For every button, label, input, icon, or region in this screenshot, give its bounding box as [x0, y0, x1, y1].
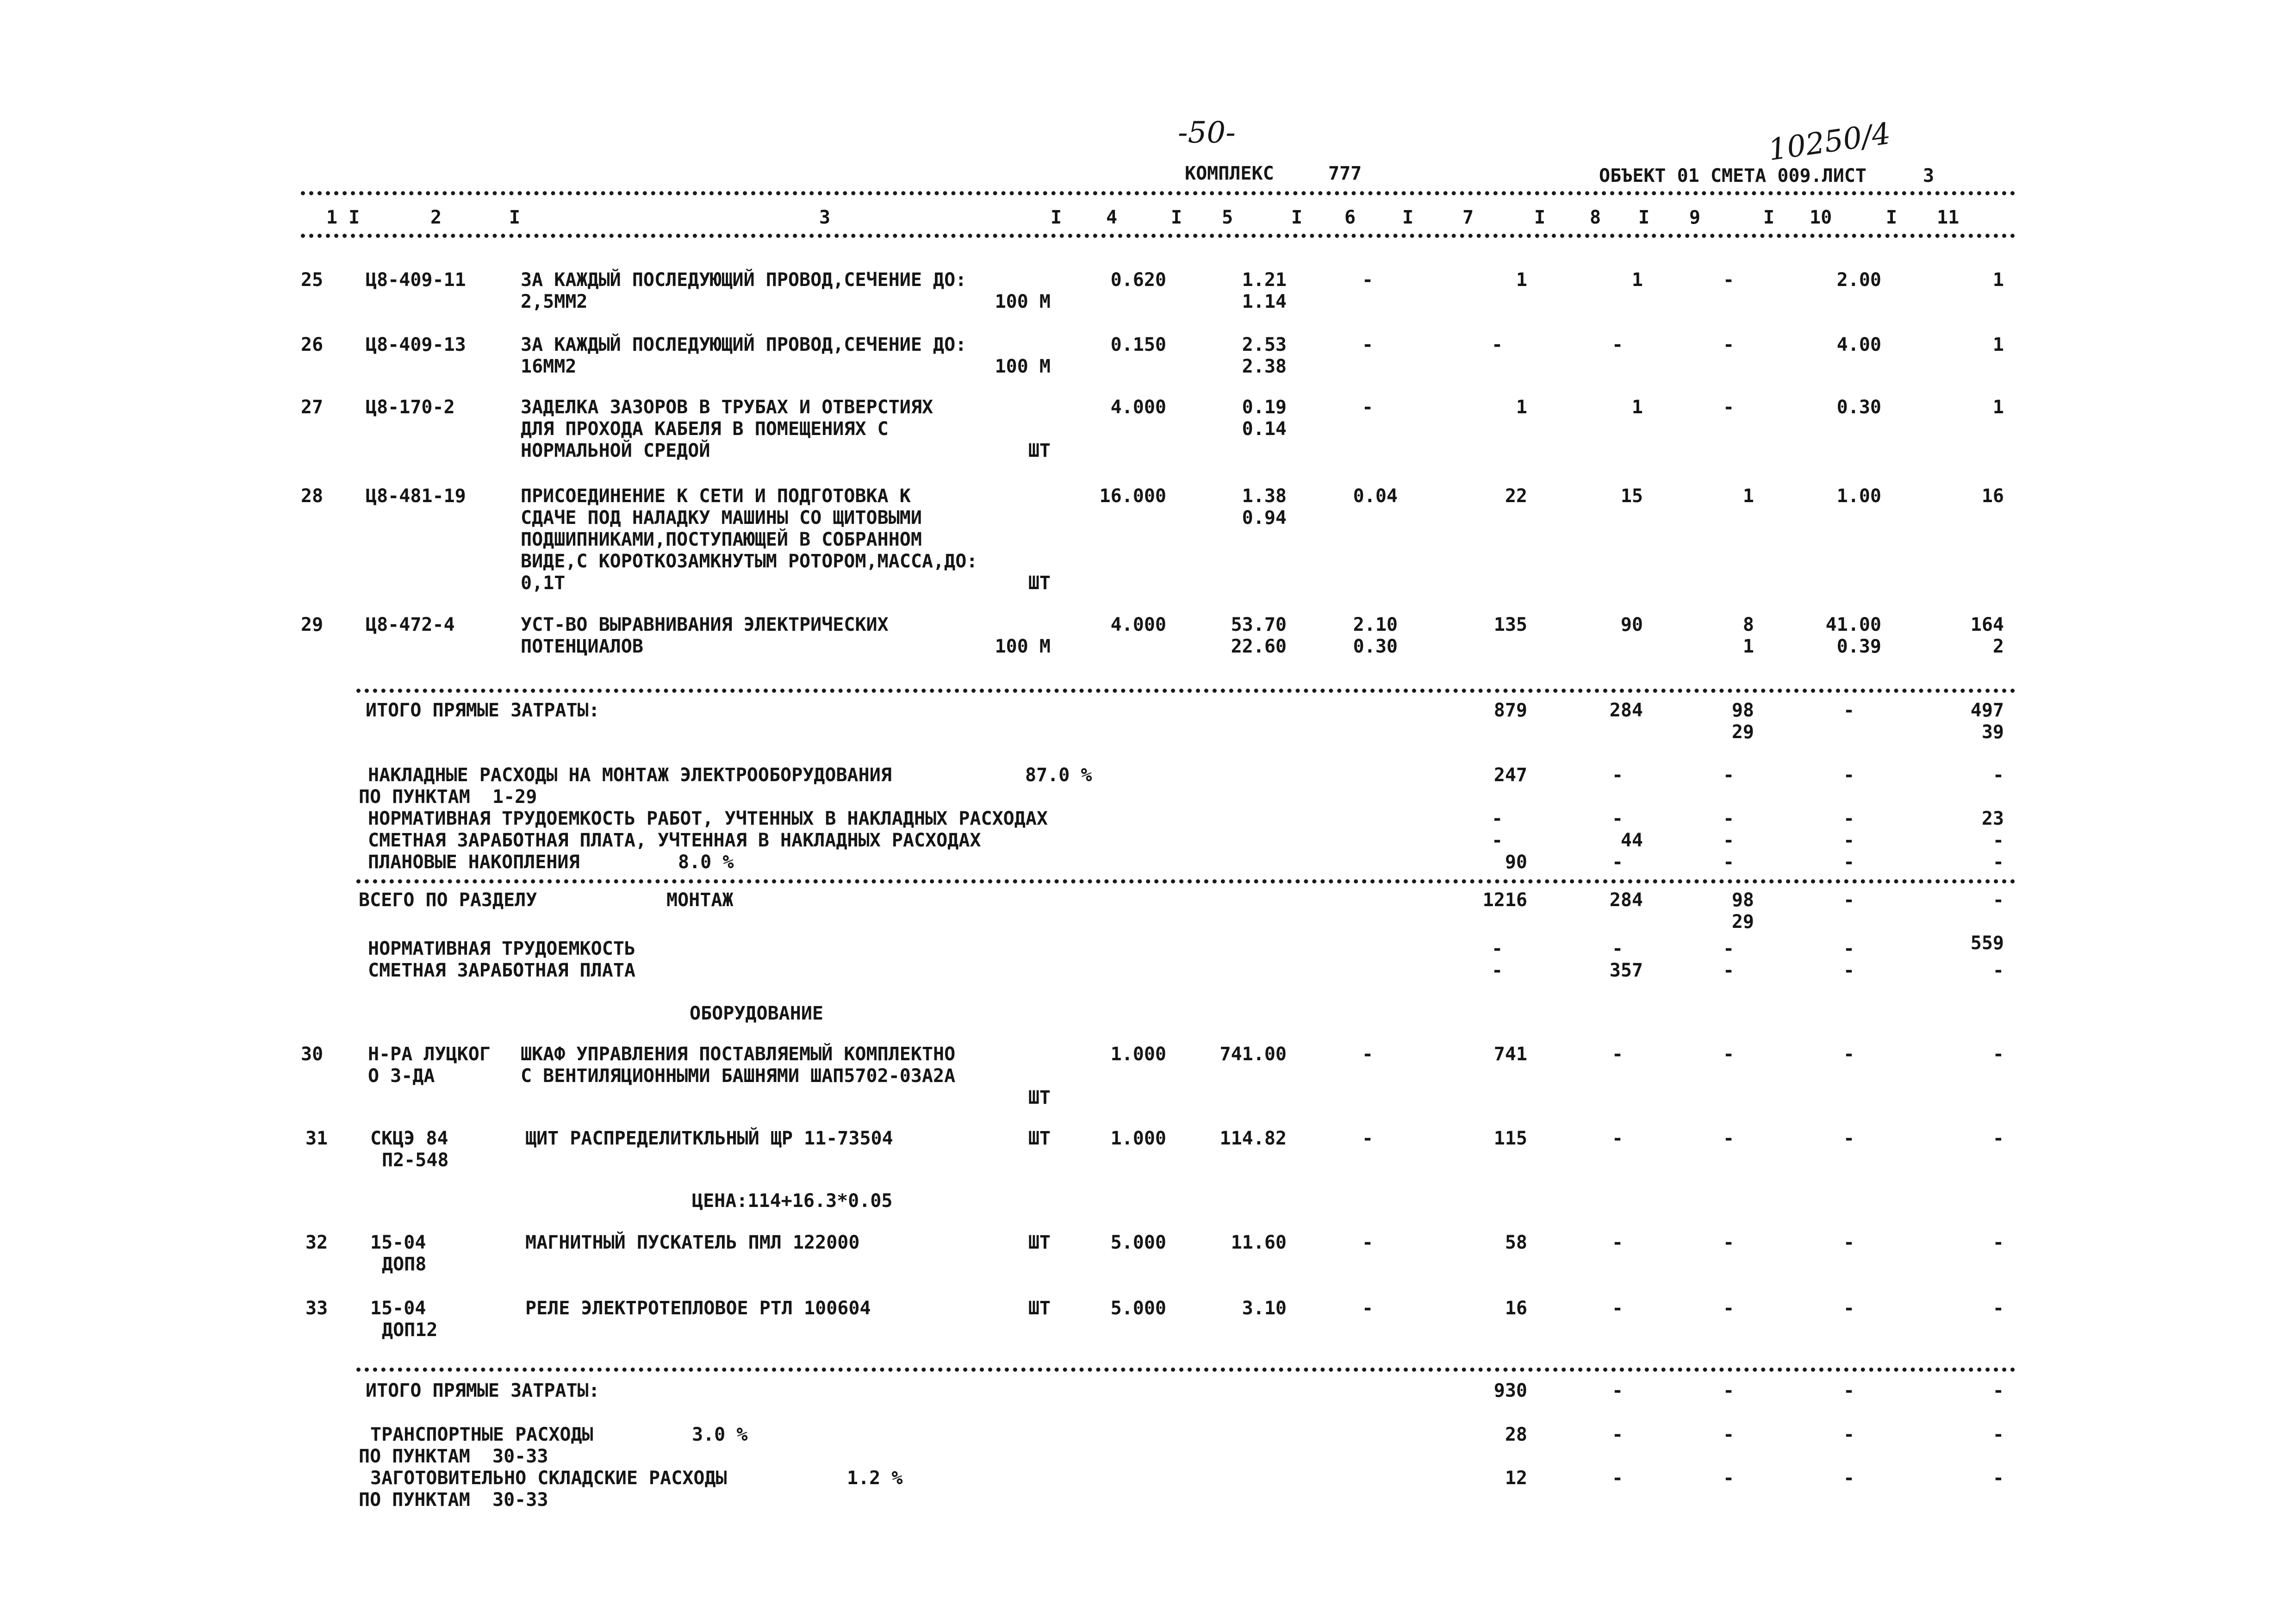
cell-col8: 1: [1631, 397, 1643, 418]
cell-col11: 559: [1970, 933, 2004, 954]
price-note: ЦЕНА:114+16.3*0.05: [692, 1190, 893, 1212]
row-price-wage: 0.94: [1242, 507, 1287, 529]
column-separator: I: [1763, 207, 1775, 228]
cell-col11-wage: 2: [1992, 636, 2004, 657]
cell-col11: -: [1992, 1380, 2004, 1401]
cell-col10: 1.00: [1836, 485, 1881, 507]
row-unit: ШТ: [1028, 1087, 1051, 1108]
cell-col10: -: [1843, 889, 1855, 911]
cell-col7: 12: [1505, 1468, 1527, 1489]
row-quantity: 4.000: [1110, 614, 1166, 635]
cell-col8: 15: [1620, 485, 1643, 507]
transport-label: ТРАНСПОРТНЫЕ РАСХОДЫ: [370, 1424, 593, 1445]
cell-col7: 28: [1505, 1424, 1527, 1445]
cell-col6: 2.10: [1353, 614, 1398, 635]
row-quantity: 4.000: [1110, 397, 1166, 418]
row-description: 16ММ2: [521, 356, 577, 377]
row-price: 1.21: [1242, 269, 1287, 291]
cell-col9-wage: 29: [1731, 911, 1754, 933]
row-unit: ШТ: [1028, 572, 1051, 594]
cell-col11: -: [1992, 1044, 2004, 1065]
column-separator: I: [1051, 207, 1062, 228]
cell-col8: -: [1612, 1044, 1624, 1065]
procurement-items: ПО ПУНКТАМ 30-33: [359, 1489, 548, 1511]
cell-col7: 879: [1493, 700, 1527, 721]
transport-items: ПО ПУНКТАМ 30-33: [359, 1446, 548, 1467]
cell-col8: -: [1612, 1468, 1624, 1489]
row-code: Ц8-472-4: [366, 614, 455, 635]
transport-rate: 3.0 %: [692, 1424, 748, 1445]
row-code-2: ДОП8: [382, 1254, 427, 1275]
row-unit: 100 М: [995, 636, 1051, 657]
column-separator: I: [1171, 207, 1182, 228]
cell-col9: -: [1723, 1128, 1735, 1149]
cell-col6: 0.04: [1353, 485, 1398, 507]
row-number: 29: [301, 614, 324, 635]
row-price: 3.10: [1242, 1298, 1287, 1319]
cell-col6: -: [1362, 1232, 1374, 1253]
totals-rule: [356, 689, 2016, 693]
norm-labor-label: НОРМАТИВНАЯ ТРУДОЕМКОСТЬ: [368, 938, 635, 959]
row-number: 30: [301, 1044, 324, 1065]
cell-col9: -: [1723, 334, 1735, 355]
cell-col11: -: [1992, 1232, 2004, 1253]
wage-in-overhead-label: СМЕТНАЯ ЗАРАБОТНАЯ ПЛАТА, УЧТЕННАЯ В НАКЛАДНЫХ РАСХОДАХ: [368, 830, 981, 851]
cell-col10: -: [1843, 1128, 1855, 1149]
cell-col10: -: [1843, 1298, 1855, 1319]
row-number: 31: [305, 1128, 328, 1149]
row-unit: ШТ: [1028, 1128, 1051, 1149]
cell-col8: -: [1612, 1298, 1624, 1319]
cell-col10: -: [1843, 960, 1855, 981]
cell-col8: -: [1612, 1380, 1624, 1401]
cell-col7: 930: [1493, 1380, 1527, 1401]
column-separator: I: [1291, 207, 1303, 228]
cell-col8: -: [1612, 1232, 1624, 1253]
cell-col7: -: [1491, 938, 1503, 959]
cell-col10-wage: 0.39: [1836, 636, 1881, 657]
cell-col10: -: [1843, 1380, 1855, 1401]
cell-col8: -: [1612, 334, 1624, 355]
column-separator: I: [1886, 207, 1898, 228]
row-price: 114.82: [1220, 1128, 1287, 1149]
cell-col11: -: [1992, 960, 2004, 981]
cell-col10: -: [1843, 1468, 1855, 1489]
column-2: 2: [430, 207, 442, 228]
cell-col11: 1: [1992, 269, 2004, 291]
cell-col9: 8: [1742, 614, 1754, 635]
row-description: 2,5ММ2: [521, 291, 588, 312]
cell-col7: -: [1491, 334, 1503, 355]
section-name: МОНТАЖ: [666, 889, 734, 911]
cell-col7: -: [1491, 830, 1503, 851]
row-price: 0.19: [1242, 397, 1287, 418]
cell-col9: -: [1723, 1468, 1735, 1489]
row-number: 32: [305, 1232, 328, 1253]
procurement-rate: 1.2 %: [847, 1468, 903, 1489]
row-description: СДАЧЕ ПОД НАЛАДКУ МАШИНЫ СО ЩИТОВЫМИ: [521, 507, 922, 529]
row-quantity: 1.000: [1110, 1128, 1166, 1149]
cell-col7: 115: [1493, 1128, 1527, 1149]
row-code-2: О З-ДА: [368, 1065, 435, 1087]
row-quantity: 16.000: [1099, 485, 1166, 507]
estimated-wage-label: СМЕТНАЯ ЗАРАБОТНАЯ ПЛАТА: [368, 960, 635, 981]
cell-col7: 58: [1505, 1232, 1527, 1253]
cell-col8: -: [1612, 1424, 1624, 1445]
row-price-wage: 0.14: [1242, 418, 1287, 440]
cell-col9: -: [1723, 1424, 1735, 1445]
row-code: Ц8-170-2: [366, 397, 455, 418]
column-separator: I: [1534, 207, 1546, 228]
cell-col11: -: [1992, 1128, 2004, 1149]
cell-col11: -: [1992, 1468, 2004, 1489]
planned-savings-rate: 8.0 %: [678, 852, 734, 873]
row-quantity: 5.000: [1110, 1298, 1166, 1319]
cell-col6-wage: 0.30: [1353, 636, 1398, 657]
cell-col11: -: [1992, 889, 2004, 911]
cell-col11: 164: [1970, 614, 2004, 635]
cell-col10: -: [1843, 1044, 1855, 1065]
cell-col8: -: [1612, 765, 1624, 786]
row-code: 15-04: [370, 1298, 426, 1319]
row-price-wage: 22.60: [1231, 636, 1287, 657]
row-quantity: 0.150: [1110, 334, 1166, 355]
cell-col10: 4.00: [1836, 334, 1881, 355]
totals-label: ИТОГО ПРЯМЫЕ ЗАТРАТЫ:: [366, 700, 600, 721]
cell-col9: -: [1723, 938, 1735, 959]
column-4: 4: [1106, 207, 1118, 228]
header-rule-bottom: [301, 234, 2016, 238]
equipment-heading: ОБОРУДОВАНИЕ: [690, 1003, 823, 1024]
cell-col9: -: [1723, 269, 1735, 291]
cell-col11: -: [1992, 765, 2004, 786]
cell-col9: 98: [1731, 700, 1754, 721]
cell-col10: 41.00: [1825, 614, 1881, 635]
overhead-items: ПО ПУНКТАМ 1-29: [359, 786, 537, 808]
cell-col8: 284: [1609, 889, 1643, 911]
row-code-2: П2-548: [382, 1150, 449, 1171]
cell-col7: 247: [1493, 765, 1527, 786]
row-code: Ц8-409-13: [366, 334, 466, 355]
column-8: 8: [1590, 207, 1601, 228]
row-price: 11.60: [1231, 1232, 1287, 1253]
totals-rule: [356, 1368, 2016, 1372]
cell-col6: -: [1362, 334, 1374, 355]
cell-col10: -: [1843, 852, 1855, 873]
cell-col10: -: [1843, 1232, 1855, 1253]
column-9: 9: [1689, 207, 1701, 228]
row-description: ЗА КАЖДЫЙ ПОСЛЕДУЮЩИЙ ПРОВОД,СЕЧЕНИЕ ДО:: [521, 334, 967, 355]
row-description: 0,1Т: [521, 572, 566, 594]
row-price: 2.53: [1242, 334, 1287, 355]
cell-col11: -: [1992, 1298, 2004, 1319]
cell-col6: -: [1362, 269, 1374, 291]
cell-col11: 1: [1992, 334, 2004, 355]
cell-col10: 2.00: [1836, 269, 1881, 291]
complex-label: КОМПЛЕКС: [1185, 163, 1274, 184]
column-7: 7: [1462, 207, 1474, 228]
cell-col7: 1216: [1482, 889, 1527, 911]
page-number: -50-: [1178, 116, 1236, 150]
row-description: УСТ-ВО ВЫРАВНИВАНИЯ ЭЛЕКТРИЧЕСКИХ: [521, 614, 889, 635]
cell-col8: 90: [1620, 614, 1643, 635]
row-code: 15-04: [370, 1232, 426, 1253]
overhead-rate: 87.0 %: [1025, 765, 1092, 786]
row-code: Н-РА ЛУЦКОГ: [368, 1044, 491, 1065]
row-unit: 100 М: [995, 356, 1051, 377]
row-description: МАГНИТНЫЙ ПУСКАТЕЛЬ ПМЛ 122000: [525, 1232, 860, 1253]
row-code: СКЦЭ 84: [370, 1128, 448, 1149]
row-description: ПОТЕНЦИАЛОВ: [521, 636, 643, 657]
cell-col10: 0.30: [1836, 397, 1881, 418]
cell-col11: -: [1992, 852, 2004, 873]
cell-col8: -: [1612, 808, 1624, 829]
cell-col10: -: [1843, 765, 1855, 786]
row-code: Ц8-481-19: [366, 485, 466, 507]
planned-savings-label: ПЛАНОВЫЕ НАКОПЛЕНИЯ: [368, 852, 580, 873]
totals-label: ИТОГО ПРЯМЫЕ ЗАТРАТЫ:: [366, 1380, 600, 1401]
cell-col9: -: [1723, 1044, 1735, 1065]
row-code-2: ДОП12: [382, 1319, 438, 1341]
row-description: ЗА КАЖДЫЙ ПОСЛЕДУЮЩИЙ ПРОВОД,СЕЧЕНИЕ ДО:: [521, 269, 967, 291]
row-unit: ШТ: [1028, 1232, 1051, 1253]
cell-col7: -: [1491, 808, 1503, 829]
column-3: 3: [819, 207, 831, 228]
row-price: 1.38: [1242, 485, 1287, 507]
row-number: 25: [301, 269, 324, 291]
row-description: ПРИСОЕДИНЕНИЕ К СЕТИ И ПОДГОТОВКА К: [521, 485, 911, 507]
cell-col9: -: [1723, 960, 1735, 981]
cell-col11-wage: 39: [1981, 721, 2004, 743]
row-description: НОРМАЛЬНОЙ СРЕДОЙ: [521, 440, 710, 461]
row-description: ЩИТ РАСПРЕДЕЛИТКЛЬНЫЙ ЩР 11-73504: [525, 1128, 893, 1149]
procurement-label: ЗАГОТОВИТЕЛЬНО СКЛАДСКИЕ РАСХОДЫ: [370, 1468, 727, 1489]
cell-col11: 23: [1981, 808, 2004, 829]
row-description: С ВЕНТИЛЯЦИОННЫМИ БАШНЯМИ ШАП5702-03А2А: [521, 1065, 956, 1087]
cell-col10: -: [1843, 938, 1855, 959]
cell-col11: 1: [1992, 397, 2004, 418]
cell-col9: -: [1723, 1298, 1735, 1319]
cell-col9: 98: [1731, 889, 1754, 911]
column-separator: I: [1402, 207, 1414, 228]
row-code: Ц8-409-11: [366, 269, 466, 291]
row-unit: 100 М: [995, 291, 1051, 312]
row-quantity: 0.620: [1110, 269, 1166, 291]
cell-col11: 497: [1970, 700, 2004, 721]
cell-col8: 44: [1620, 830, 1643, 851]
cell-col7: 135: [1493, 614, 1527, 635]
cell-col9: -: [1723, 852, 1735, 873]
row-description: ДЛЯ ПРОХОДА КАБЕЛЯ В ПОМЕЩЕНИЯХ С: [521, 418, 889, 440]
row-quantity: 1.000: [1110, 1044, 1166, 1065]
cell-col9: -: [1723, 397, 1735, 418]
cell-col7: -: [1491, 960, 1503, 981]
cell-col8: -: [1612, 938, 1624, 959]
column-5: 5: [1222, 207, 1233, 228]
row-quantity: 5.000: [1110, 1232, 1166, 1253]
cell-col9-wage: 1: [1742, 636, 1754, 657]
row-number: 26: [301, 334, 324, 355]
sheet-number: 3: [1923, 165, 1935, 187]
cell-col11: 16: [1981, 485, 2004, 507]
cell-col8: 284: [1609, 700, 1643, 721]
cell-col9: -: [1723, 808, 1735, 829]
cell-col10: -: [1843, 1424, 1855, 1445]
row-unit: ШТ: [1028, 440, 1051, 461]
row-number: 27: [301, 397, 324, 418]
complex-value: 777: [1328, 163, 1362, 184]
cell-col10: -: [1843, 808, 1855, 829]
labor-in-overhead-label: НОРМАТИВНАЯ ТРУДОЕМКОСТЬ РАБОТ, УЧТЕННЫХ В НАКЛАДНЫХ РАСХОДАХ: [368, 808, 1048, 829]
row-description: ЗАДЕЛКА ЗАЗОРОВ В ТРУБАХ И ОТВЕРСТИЯХ: [521, 397, 933, 418]
cell-col8: -: [1612, 1128, 1624, 1149]
row-unit: ШТ: [1028, 1298, 1051, 1319]
column-1: 1 I: [326, 207, 360, 228]
cell-col7: 1: [1516, 269, 1527, 291]
row-description: ПОДШИПНИКАМИ,ПОСТУПАЮЩЕЙ В СОБРАННОМ: [521, 529, 922, 550]
cell-col9: 1: [1742, 485, 1754, 507]
cell-col9: -: [1723, 1232, 1735, 1253]
column-separator: I: [509, 207, 521, 228]
cell-col6: -: [1362, 397, 1374, 418]
row-price-wage: 1.14: [1242, 291, 1287, 312]
cell-col9-wage: 29: [1731, 721, 1754, 743]
cell-col7: 741: [1493, 1044, 1527, 1065]
row-price: 741.00: [1220, 1044, 1287, 1065]
cell-col6: -: [1362, 1298, 1374, 1319]
cell-col7: 90: [1505, 852, 1527, 873]
object-label: ОБЪЕКТ 01 СМЕТА 009.ЛИСТ: [1599, 165, 1867, 187]
row-description: ШКАФ УПРАВЛЕНИЯ ПОСТАВЛЯЕМЫЙ КОМПЛЕКТНО: [521, 1044, 956, 1065]
cell-col11: -: [1992, 830, 2004, 851]
cell-col7: 16: [1505, 1298, 1527, 1319]
column-separator: I: [1638, 207, 1650, 228]
handwritten-reference: 10250/4: [1766, 116, 1893, 168]
row-description: РЕЛЕ ЭЛЕКТРОТЕПЛОВОЕ РТЛ 100604: [525, 1298, 871, 1319]
header-rule-top: [301, 191, 2016, 195]
cell-col6: -: [1362, 1128, 1374, 1149]
cell-col9: -: [1723, 1380, 1735, 1401]
cell-col8: 357: [1609, 960, 1643, 981]
section-total-label: ВСЕГО ПО РАЗДЕЛУ: [359, 889, 537, 911]
row-number: 33: [305, 1298, 328, 1319]
row-number: 28: [301, 485, 324, 507]
cell-col7: 22: [1505, 485, 1527, 507]
row-price: 53.70: [1231, 614, 1287, 635]
column-10: 10: [1810, 207, 1832, 228]
cell-col10: -: [1843, 830, 1855, 851]
overhead-label: НАКЛАДНЫЕ РАСХОДЫ НА МОНТАЖ ЭЛЕКТРООБОРУДОВАНИЯ: [368, 765, 892, 786]
cell-col9: -: [1723, 830, 1735, 851]
cell-col9: -: [1723, 765, 1735, 786]
cell-col10: -: [1843, 700, 1855, 721]
section-rule: [356, 879, 2016, 883]
column-11: 11: [1937, 207, 1960, 228]
column-6: 6: [1344, 207, 1356, 228]
cell-col6: -: [1362, 1044, 1374, 1065]
cell-col11: -: [1992, 1424, 2004, 1445]
row-description: ВИДЕ,С КОРОТКОЗАМКНУТЫМ РОТОРОМ,МАССА,ДО:: [521, 551, 978, 572]
cell-col7: 1: [1516, 397, 1527, 418]
cell-col8: -: [1612, 852, 1624, 873]
cell-col8: 1: [1631, 269, 1643, 291]
row-price-wage: 2.38: [1242, 356, 1287, 377]
